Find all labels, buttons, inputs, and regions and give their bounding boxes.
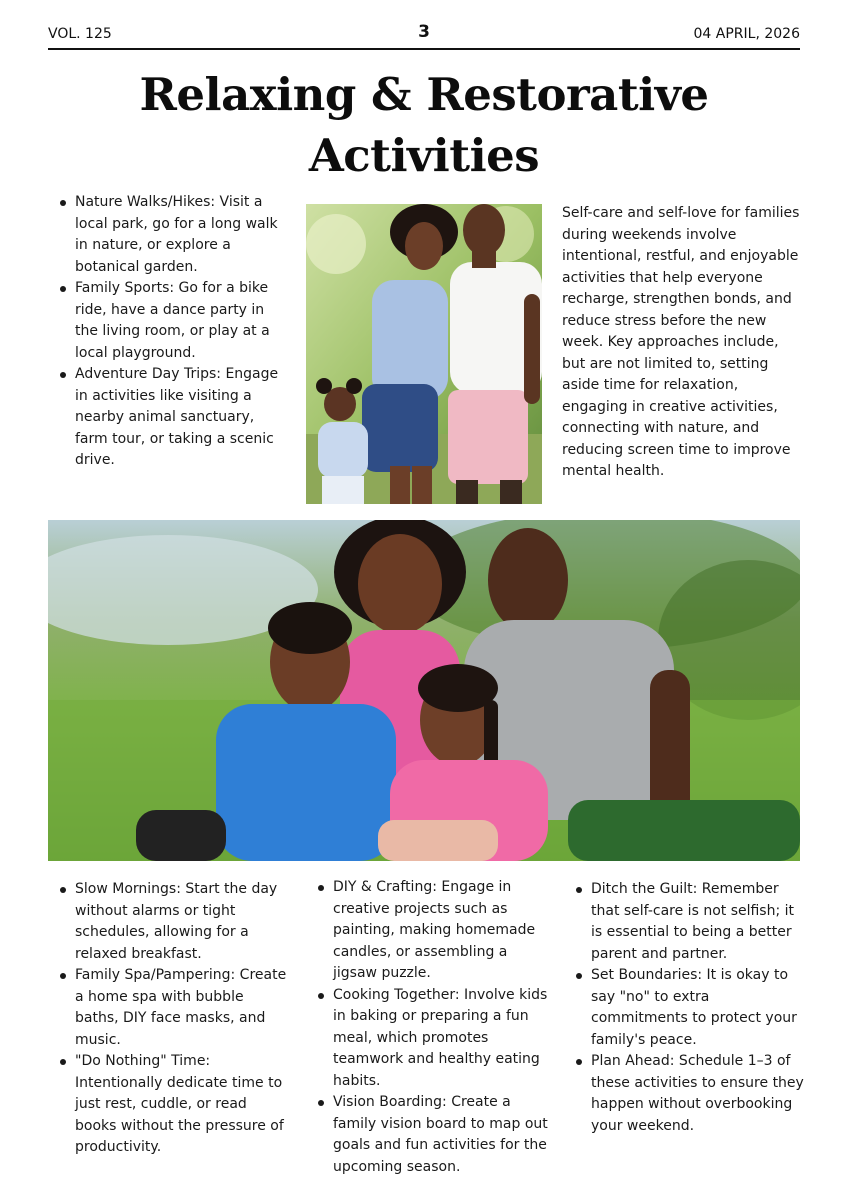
list-item: Adventure Day Trips: Engage in activities like visiting a nearby animal sanctuary, farm tour, or taking a scenic drive. <box>51 364 291 472</box>
volume-label: VOL. 125 <box>48 26 112 42</box>
bottom-list-right <box>567 879 807 1137</box>
list-item: DIY & Crafting: Engage in creative projects such as painting, making homemade candles, or assembling a jigsaw puzzle. <box>309 877 549 985</box>
page-number: 3 <box>418 22 430 42</box>
list-item: Slow Mornings: Start the day without alarms or tight schedules, allowing for a relaxed breakfast. <box>51 879 291 965</box>
issue-date: 04 APRIL, 2026 <box>693 26 800 42</box>
list-item: Plan Ahead: Schedule 1–3 of these activities to ensure they happen without overbooking your weekend. <box>567 1051 807 1137</box>
family-portrait-photo <box>306 204 542 504</box>
list-item: Cooking Together: Involve kids in baking or preparing a fun meal, which promotes teamwork and healthy eating habits. <box>309 985 549 1093</box>
list-item: Set Boundaries: It is okay to say "no" to extra commitments to protect your family's peace. <box>567 965 807 1051</box>
list-item: Family Sports: Go for a bike ride, have a dance party in the living room, or play at a local playground. <box>51 278 291 364</box>
page-header <box>48 24 800 50</box>
list-item: Vision Boarding: Create a family vision board to map out goals and fun activities for the upcoming season. <box>309 1092 549 1178</box>
family-picnic-photo <box>48 520 800 861</box>
bottom-list-middle <box>309 877 549 1178</box>
list-item: Family Spa/Pampering: Create a home spa with bubble baths, DIY face masks, and music. <box>51 965 291 1051</box>
bottom-list-left <box>51 879 291 1159</box>
list-item: "Do Nothing" Time: Intentionally dedicate time to just rest, cuddle, or read books without the pressure of productivity. <box>51 1051 291 1159</box>
list-item: Nature Walks/Hikes: Visit a local park, go for a long walk in nature, or explore a botanical garden. <box>51 192 291 278</box>
top-activity-list <box>51 192 291 472</box>
list-item: Ditch the Guilt: Remember that self-care is not selfish; it is essential to being a better parent and partner. <box>567 879 807 965</box>
page-title: Relaxing & Restorative Activities <box>139 68 709 182</box>
intro-paragraph: Self-care and self-love for families during weekends involve intentional, restful, and enjoyable activities that help everyone recharge, strengthen bonds, and reduce stress before the new week. Key approaches include, but are not limited to, setting aside time for relaxation, engaging in creative activities, connecting with nature, and reducing screen time to improve mental health. <box>562 205 800 479</box>
